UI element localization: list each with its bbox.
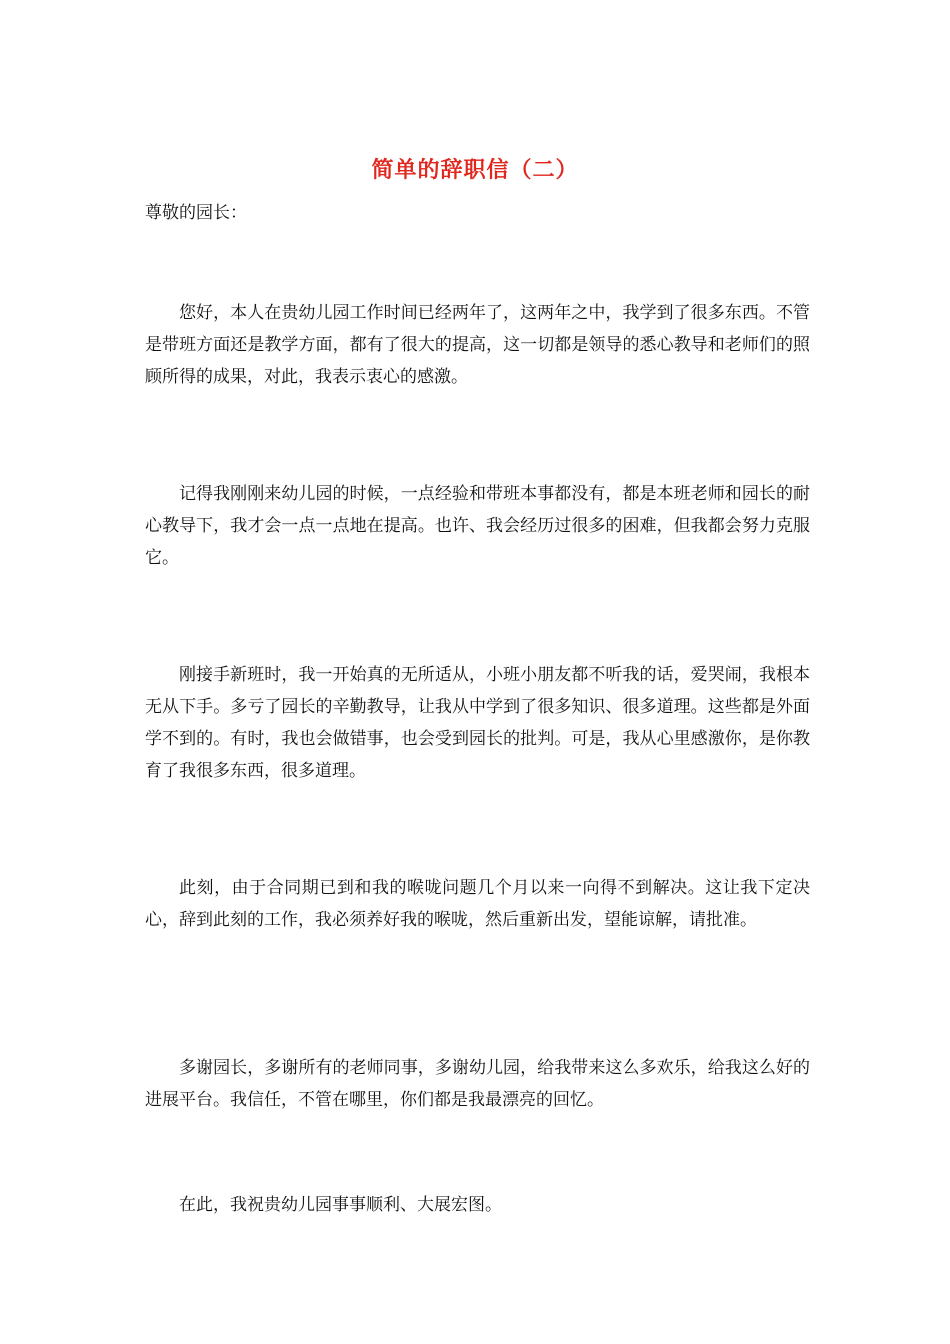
- paragraph-5: 多谢园长，多谢所有的老师同事，多谢幼儿园，给我带来这么多欢乐，给我这么好的进展平台。我信任，不管在哪里，你们都是我最漂亮的回忆。: [145, 1058, 810, 1110]
- salutation: 尊敬的园长：: [145, 203, 247, 223]
- paragraph-2: 记得我刚刚来幼儿园的时候，一点经验和带班本事都没有，都是本班老师和园长的耐心教导下，我才会一点一点地在提高。也许、我会经历过很多的困难，但我都会努力克服它。: [145, 484, 810, 568]
- paragraph-1: 您好，本人在贵幼儿园工作时间已经两年了，这两年之中，我学到了很多东西。不管是带班方面还是教学方面，都有了很大的提高，这一切都是领导的悉心教导和老师们的照顾所得的成果，对此，我表示衷心的感激。: [145, 303, 810, 387]
- paragraph-4: 此刻，由于合同期已到和我的喉咙问题几个月以来一向得不到解决。这让我下定决心，辞到此刻的工作，我必须养好我的喉咙，然后重新出发，望能谅解，请批准。: [145, 878, 810, 930]
- paragraph-6: 在此，我祝贵幼儿园事事顺利、大展宏图。: [179, 1195, 502, 1215]
- paragraph-3: 刚接手新班时，我一开始真的无所适从，小班小朋友都不听我的话，爱哭闹，我根本无从下手。多亏了园长的辛勤教导，让我从中学到了很多知识、很多道理。这些都是外面学不到的。有时，我也会做错事，也会受到园长的批判。可是，我从心里感激你，是你教育了我很多东西，很多道理。: [145, 665, 810, 781]
- document-title: 简单的辞职信（二）: [371, 157, 579, 183]
